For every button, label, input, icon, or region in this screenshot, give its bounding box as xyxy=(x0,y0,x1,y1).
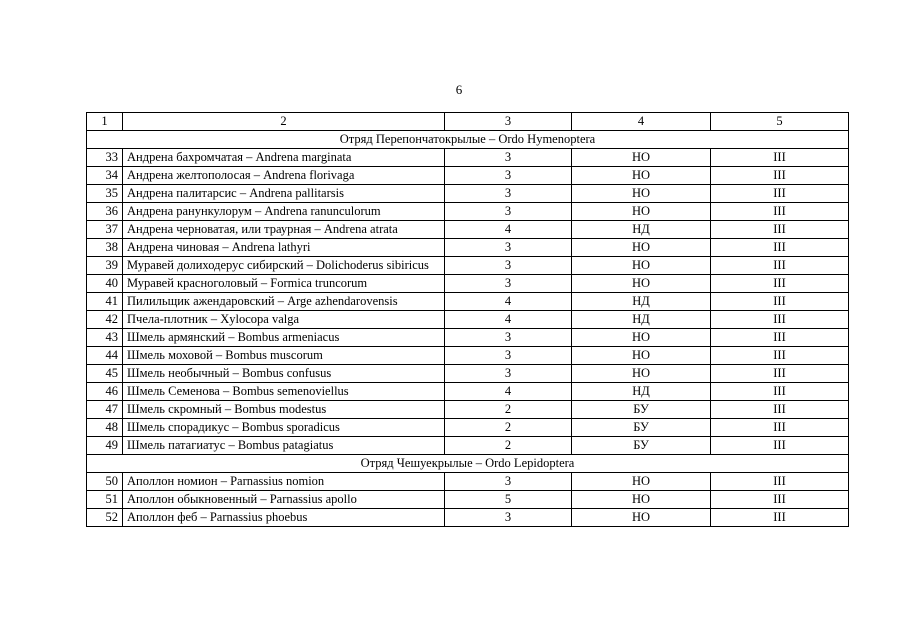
category-cell: 3 xyxy=(445,509,572,527)
row-number: 52 xyxy=(87,509,123,527)
category-cell: 4 xyxy=(445,293,572,311)
status-cell: БУ xyxy=(572,419,711,437)
list-cell: III xyxy=(711,329,849,347)
header-cell-4: 4 xyxy=(572,113,711,131)
category-cell: 3 xyxy=(445,257,572,275)
species-name: Шмель патагиатус – Bombus patagiatus xyxy=(123,437,445,455)
list-cell: III xyxy=(711,437,849,455)
table-row xyxy=(87,383,849,401)
species-name: Андрена черноватая, или траурная – Andrena atrata xyxy=(123,221,445,239)
species-name: Шмель моховой – Bombus muscorum xyxy=(123,347,445,365)
table-row xyxy=(87,509,849,527)
status-cell: НО xyxy=(572,329,711,347)
list-cell: III xyxy=(711,293,849,311)
list-cell: III xyxy=(711,149,849,167)
status-cell: НО xyxy=(572,167,711,185)
category-cell: 3 xyxy=(445,365,572,383)
list-cell: III xyxy=(711,257,849,275)
table-row xyxy=(87,257,849,275)
header-cell-2: 2 xyxy=(123,113,445,131)
category-cell: 4 xyxy=(445,311,572,329)
status-cell: НД xyxy=(572,311,711,329)
list-cell: III xyxy=(711,221,849,239)
row-number: 35 xyxy=(87,185,123,203)
status-cell: НО xyxy=(572,257,711,275)
row-number: 41 xyxy=(87,293,123,311)
status-cell: НД xyxy=(572,293,711,311)
section-row xyxy=(87,131,849,149)
table-row xyxy=(87,491,849,509)
row-number: 34 xyxy=(87,167,123,185)
row-number: 49 xyxy=(87,437,123,455)
category-cell: 2 xyxy=(445,401,572,419)
species-name: Андрена ранункулорум – Andrena ranunculorum xyxy=(123,203,445,221)
status-cell: НО xyxy=(572,275,711,293)
status-cell: БУ xyxy=(572,401,711,419)
list-cell: III xyxy=(711,491,849,509)
status-cell: БУ xyxy=(572,437,711,455)
category-cell: 2 xyxy=(445,419,572,437)
category-cell: 3 xyxy=(445,347,572,365)
section-row xyxy=(87,455,849,473)
table-row xyxy=(87,401,849,419)
row-number: 38 xyxy=(87,239,123,257)
species-name: Муравей долиходерус сибирский – Dolichoderus sibiricus xyxy=(123,257,445,275)
header-cell-5: 5 xyxy=(711,113,849,131)
category-cell: 3 xyxy=(445,185,572,203)
table-row xyxy=(87,203,849,221)
category-cell: 3 xyxy=(445,329,572,347)
row-number: 42 xyxy=(87,311,123,329)
category-cell: 3 xyxy=(445,203,572,221)
row-number: 39 xyxy=(87,257,123,275)
table-row xyxy=(87,293,849,311)
status-cell: НО xyxy=(572,203,711,221)
row-number: 45 xyxy=(87,365,123,383)
category-cell: 3 xyxy=(445,239,572,257)
status-cell: НД xyxy=(572,383,711,401)
table-row xyxy=(87,365,849,383)
species-name: Пилильщик ажендаровский – Arge azhendarovensis xyxy=(123,293,445,311)
header-cell-3: 3 xyxy=(445,113,572,131)
table-row xyxy=(87,329,849,347)
row-number: 43 xyxy=(87,329,123,347)
species-name: Шмель Семенова – Bombus semenoviellus xyxy=(123,383,445,401)
list-cell: III xyxy=(711,383,849,401)
list-cell: III xyxy=(711,311,849,329)
species-name: Муравей красноголовый – Formica truncorum xyxy=(123,275,445,293)
species-name: Шмель спорадикус – Bombus sporadicus xyxy=(123,419,445,437)
list-cell: III xyxy=(711,419,849,437)
table-row xyxy=(87,473,849,491)
list-cell: III xyxy=(711,167,849,185)
table-row xyxy=(87,311,849,329)
header-row xyxy=(87,113,849,131)
page-number: 6 xyxy=(455,82,463,97)
table-row xyxy=(87,347,849,365)
table-body xyxy=(87,113,849,527)
species-name: Шмель скромный – Bombus modestus xyxy=(123,401,445,419)
list-cell: III xyxy=(711,509,849,527)
table-row xyxy=(87,275,849,293)
category-cell: 4 xyxy=(445,221,572,239)
row-number: 33 xyxy=(87,149,123,167)
row-number: 36 xyxy=(87,203,123,221)
list-cell: III xyxy=(711,401,849,419)
category-cell: 3 xyxy=(445,275,572,293)
species-name: Аполлон номион – Parnassius nomion xyxy=(123,473,445,491)
species-name: Шмель необычный – Bombus confusus xyxy=(123,365,445,383)
row-number: 40 xyxy=(87,275,123,293)
status-cell: НД xyxy=(572,221,711,239)
species-name: Андрена чиновая – Andrena lathyri xyxy=(123,239,445,257)
list-cell: III xyxy=(711,239,849,257)
species-name: Андрена желтополосая – Andrena florivaga xyxy=(123,167,445,185)
status-cell: НО xyxy=(572,365,711,383)
section-title: Отряд Чешуекрылые – Ordo Lepidoptera xyxy=(87,455,849,473)
category-cell: 3 xyxy=(445,149,572,167)
status-cell: НО xyxy=(572,149,711,167)
species-name: Пчела-плотник – Xylocopa valga xyxy=(123,311,445,329)
row-number: 47 xyxy=(87,401,123,419)
category-cell: 4 xyxy=(445,383,572,401)
row-number: 51 xyxy=(87,491,123,509)
status-cell: НО xyxy=(572,239,711,257)
category-cell: 5 xyxy=(445,491,572,509)
row-number: 44 xyxy=(87,347,123,365)
section-title: Отряд Перепончатокрылые – Ordo Hymenoptera xyxy=(87,131,849,149)
list-cell: III xyxy=(711,275,849,293)
table-row xyxy=(87,185,849,203)
species-name: Аполлон феб – Parnassius phoebus xyxy=(123,509,445,527)
list-cell: III xyxy=(711,473,849,491)
status-cell: НО xyxy=(572,347,711,365)
status-cell: НО xyxy=(572,185,711,203)
list-cell: III xyxy=(711,365,849,383)
species-name: Андрена палитарсис – Andrena pallitarsis xyxy=(123,185,445,203)
row-number: 46 xyxy=(87,383,123,401)
table-row xyxy=(87,419,849,437)
table-row xyxy=(87,437,849,455)
table-row xyxy=(87,167,849,185)
row-number: 50 xyxy=(87,473,123,491)
header-cell-1: 1 xyxy=(87,113,123,131)
table-row xyxy=(87,239,849,257)
list-cell: III xyxy=(711,185,849,203)
species-name: Аполлон обыкновенный – Parnassius apollo xyxy=(123,491,445,509)
table-row xyxy=(87,149,849,167)
table-row xyxy=(87,221,849,239)
row-number: 37 xyxy=(87,221,123,239)
row-number: 48 xyxy=(87,419,123,437)
list-cell: III xyxy=(711,203,849,221)
category-cell: 3 xyxy=(445,167,572,185)
category-cell: 3 xyxy=(445,473,572,491)
list-cell: III xyxy=(711,347,849,365)
status-cell: НО xyxy=(572,473,711,491)
species-table xyxy=(86,112,849,527)
species-name: Шмель армянский – Bombus armeniacus xyxy=(123,329,445,347)
category-cell: 2 xyxy=(445,437,572,455)
species-name: Андрена бахромчатая – Andrena marginata xyxy=(123,149,445,167)
status-cell: НО xyxy=(572,509,711,527)
status-cell: НО xyxy=(572,491,711,509)
